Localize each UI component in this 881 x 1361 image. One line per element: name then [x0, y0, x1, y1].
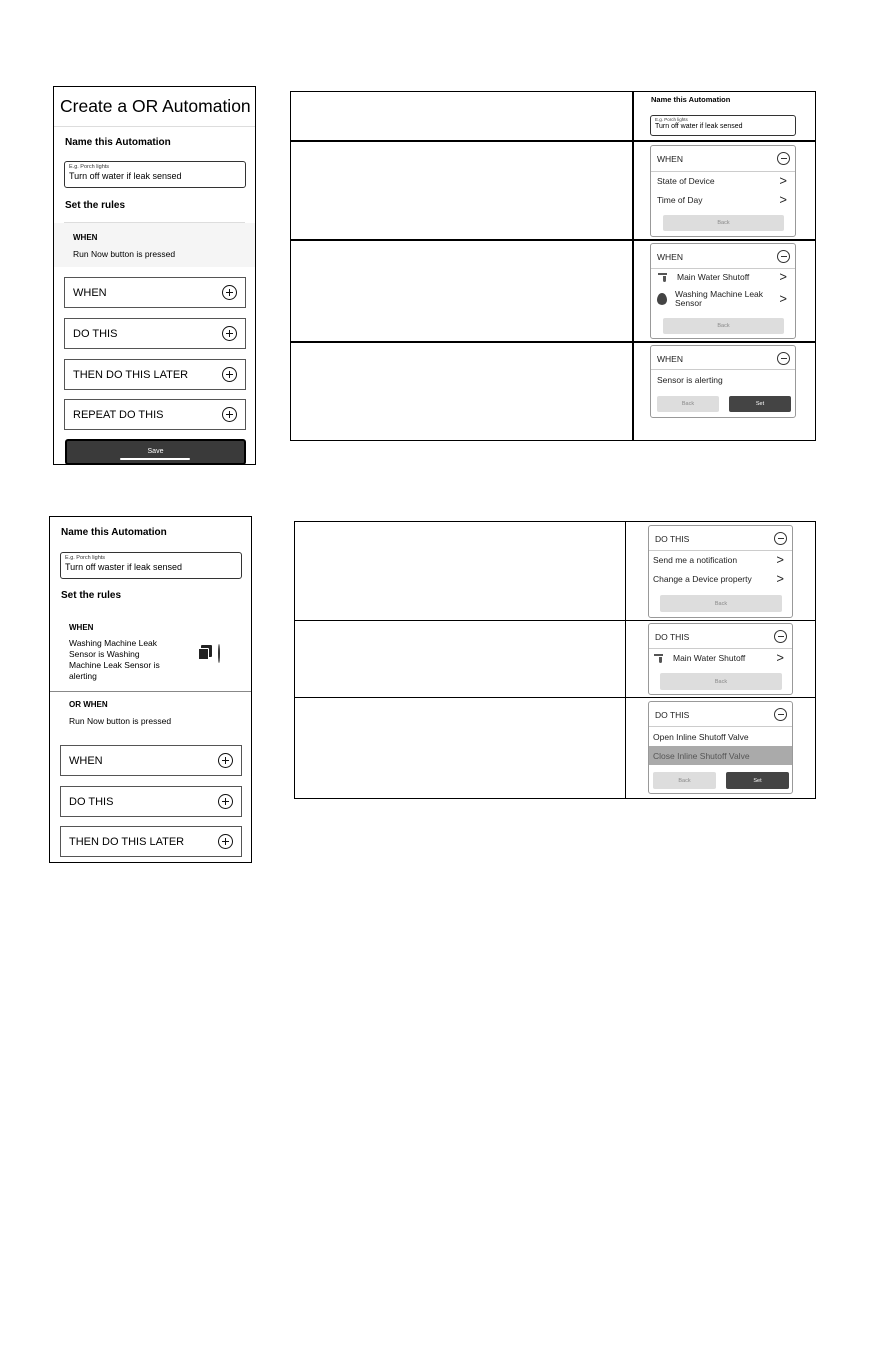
main-water-shutoff-item[interactable]: Main Water Shutoff >: [653, 651, 784, 665]
top-phone-screen: [53, 86, 256, 465]
input-placeholder: E.g. Porch lights: [69, 164, 110, 170]
bottom-phone-screen: [49, 516, 252, 863]
plus-icon: [218, 834, 233, 849]
do-this-button[interactable]: DO THIS: [64, 318, 246, 349]
chevron-right-icon: >: [776, 552, 784, 567]
rule2-text: Run Now button is pressed: [69, 716, 172, 726]
when-button[interactable]: WHEN: [64, 277, 246, 308]
then-do-this-later-button[interactable]: THEN DO THIS LATER: [60, 826, 242, 857]
automation-name-input[interactable]: [64, 161, 246, 188]
when-panel-condition: WHEN Sensor is alerting Back Set: [650, 345, 796, 418]
water-drop-icon: [657, 293, 667, 305]
back-button[interactable]: Back: [660, 595, 782, 612]
do-this-panel-options: DO THIS Send me a notification > Change a Device property > Back: [648, 525, 793, 618]
page-title: Create a OR Automation: [60, 96, 251, 116]
faucet-icon: [653, 651, 665, 665]
minus-icon[interactable]: [777, 250, 790, 263]
rule1-text: Washing Machine Leak Sensor is Washing Machine Leak Sensor is alerting: [69, 638, 160, 681]
rule-header: WHEN: [73, 233, 98, 242]
set-button[interactable]: Set: [729, 396, 791, 412]
minus-icon[interactable]: [774, 532, 787, 545]
plus-icon: [222, 367, 237, 382]
remove-rule-icon[interactable]: [218, 644, 220, 663]
automation-name-input[interactable]: E.g. Porch lights Turn off waster if leak sensed: [60, 552, 242, 579]
faucet-icon: [657, 270, 669, 284]
do-this-panel-actions: DO THIS Open Inline Shutoff Valve Close Inline Shutoff Valve Back Set: [648, 701, 793, 794]
open-valve-item[interactable]: Open Inline Shutoff Valve: [653, 732, 749, 742]
send-notification-item[interactable]: Send me a notification >: [653, 552, 784, 567]
plus-icon: [222, 326, 237, 341]
rule-text: Run Now button is pressed: [73, 249, 176, 259]
minus-icon[interactable]: [774, 708, 787, 721]
rules-label: Set the rules: [65, 200, 126, 211]
repeat-do-this-button[interactable]: REPEAT DO THIS: [64, 399, 246, 430]
rule-when-block: [54, 223, 255, 267]
set-button[interactable]: Set: [726, 772, 789, 789]
chevron-right-icon: >: [779, 192, 787, 207]
when-button[interactable]: WHEN: [60, 745, 242, 776]
plus-icon: [218, 753, 233, 768]
rules-label: Set the rules: [61, 590, 122, 601]
back-button[interactable]: Back: [657, 396, 719, 412]
name-label: Name this Automation: [65, 137, 171, 148]
plus-icon: [222, 285, 237, 300]
do-this-button[interactable]: DO THIS: [60, 786, 242, 817]
back-button[interactable]: Back: [653, 772, 716, 789]
plus-icon: [222, 407, 237, 422]
when-panel-options: WHEN State of Device > Time of Day > Back: [650, 145, 796, 237]
home-indicator: [120, 458, 190, 460]
chevron-right-icon: >: [776, 650, 784, 665]
plus-icon: [218, 794, 233, 809]
chevron-right-icon: >: [779, 173, 787, 188]
back-button[interactable]: Back: [663, 215, 784, 231]
change-device-property-item[interactable]: Change a Device property >: [653, 571, 784, 586]
input-value: Turn off water if leak sensed: [69, 171, 182, 181]
name-label: Name this Automation: [61, 527, 167, 538]
back-button[interactable]: Back: [660, 673, 782, 690]
chevron-right-icon: >: [779, 269, 787, 284]
do-this-panel-devices: DO THIS Main Water Shutoff > Back: [648, 623, 793, 695]
rule2-header: OR WHEN: [69, 700, 108, 709]
condition-text[interactable]: Sensor is alerting: [657, 375, 723, 385]
leak-sensor-item[interactable]: Washing Machine Leak Sensor >: [657, 289, 787, 309]
back-button[interactable]: Back: [663, 318, 784, 334]
chevron-right-icon: >: [779, 291, 787, 306]
minus-icon[interactable]: [777, 352, 790, 365]
main-water-shutoff-item[interactable]: Main Water Shutoff >: [657, 270, 787, 284]
copy-icon[interactable]: [198, 645, 212, 660]
when-panel-devices: WHEN Main Water Shutoff > Washing Machine Leak Sensor > Back: [650, 243, 796, 339]
save-button[interactable]: Save: [65, 439, 246, 465]
chevron-right-icon: >: [776, 571, 784, 586]
time-of-day-item[interactable]: Time of Day >: [657, 192, 787, 207]
minus-icon[interactable]: [774, 630, 787, 643]
panel-name-label: Name this Automation: [651, 95, 731, 104]
then-do-this-later-button[interactable]: THEN DO THIS LATER: [64, 359, 246, 390]
minus-icon[interactable]: [777, 152, 790, 165]
rule1-header: WHEN: [69, 623, 94, 632]
state-of-device-item[interactable]: State of Device >: [657, 173, 787, 188]
panel-name-input[interactable]: E.g. Porch lights Turn off water if leak sensed: [650, 115, 796, 136]
